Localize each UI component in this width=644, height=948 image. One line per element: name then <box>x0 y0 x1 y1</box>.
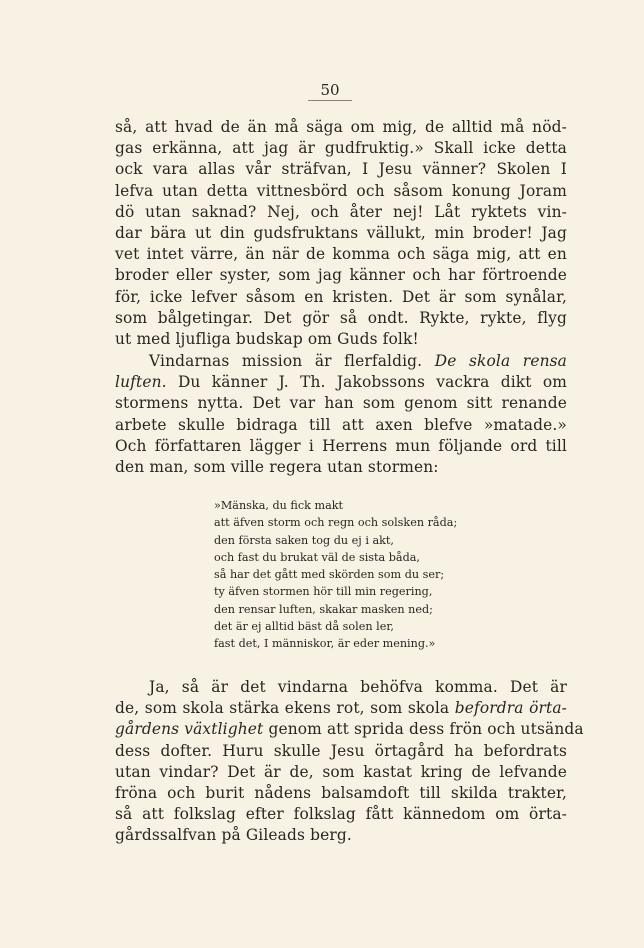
text-line: arbete skulle bidraga till att axen blefve »matade.» <box>115 415 567 434</box>
text-line: fröna och burit nådens balsamdoft till skilda trakter, <box>115 783 567 802</box>
page-number-rule <box>308 100 352 101</box>
poem-line: den första saken tog du ej i akt, <box>214 533 394 547</box>
text-run: Du känner J. Th. Jakobssons vackra dikt om <box>177 373 568 392</box>
text-run: genom att sprida dess frön och utsända <box>268 720 584 739</box>
italic-text: De skola rensa <box>434 352 568 370</box>
text-line <box>115 372 567 393</box>
text-line: gårdssalfvan på Gileads berg. <box>115 826 352 845</box>
italic-text: luften. <box>115 373 167 392</box>
text-run: Vindarnas mission är flerfaldig. <box>149 352 423 370</box>
text-line: dess dofter. Huru skulle Jesu örtagård ha befordrats <box>115 741 567 760</box>
text-line: lefva utan detta vittnesbörd och såsom konung Joram <box>115 181 567 200</box>
text-line: så att folkslag efter folkslag fått kännedom om örta- <box>115 805 567 824</box>
text-line: gas erkänna, att jag är gudfruktig.» Skall icke detta <box>115 139 567 158</box>
text-line: för, icke lefver såsom en kristen. Det är som synålar, <box>115 287 567 306</box>
text-line: broder eller syster, som jag känner och har förtroende <box>115 266 567 285</box>
text-run: de, som skola stärka ekens rot, som skola <box>115 699 450 718</box>
text-line: den man, som ville regera utan stormen: <box>115 457 439 476</box>
text-line: utan vindar? Det är de, som kastat kring de lefvande <box>115 762 567 781</box>
poem-line: och fast du brukat väl de sista båda, <box>214 550 420 564</box>
text-line <box>115 351 567 372</box>
text-line: så, att hvad de än må säga om mig, de alltid må nöd- <box>115 118 567 136</box>
poem-line: så har det gått med skörden som du ser; <box>214 568 445 582</box>
poem-line: den rensar luften, skakar masken ned; <box>214 602 433 616</box>
text-line: dar bära ut din gudsfruktans vällukt, min broder! Jag <box>115 223 567 242</box>
text-line: dö utan saknad? Nej, och åter nej! Låt ryktets vin- <box>115 202 567 221</box>
text-line: ut med ljufliga budskap om Guds folk! <box>115 329 419 348</box>
paragraph-2 <box>115 351 567 478</box>
paragraph-1 <box>115 117 567 350</box>
text-line: ock vara allas vår sträfvan, I Jesu vänner? Skolen I <box>115 160 567 179</box>
text-line: stormens nytta. Det var han som genom sitt renande <box>115 394 567 413</box>
text-line <box>115 698 567 719</box>
text-line: Och författaren lägger i Herrens mun följande ord till <box>115 436 567 455</box>
poem-line: ty äfven stormen hör till min regering, <box>214 585 433 599</box>
poem-quote <box>214 497 514 653</box>
text-line: vet intet värre, än när de komma och säga mig, att en <box>115 245 567 264</box>
italic-text: befordra örta- <box>454 699 568 718</box>
poem-line: det är ej alltid bäst då solen ler, <box>214 620 394 634</box>
text-line <box>115 719 584 740</box>
italic-text: gårdens växtlighet <box>115 720 264 739</box>
poem-line: »Mänska, du fick makt <box>214 499 344 512</box>
text-line: som bålgetingar. Det gör så ondt. Rykte, rykte, flyg <box>115 308 567 327</box>
text-line: Ja, så är det vindarna behöfva komma. Det är <box>149 678 567 696</box>
poem-line: att äfven storm och regn och solsken råda; <box>214 516 458 530</box>
page-number: 50 <box>320 81 340 99</box>
paragraph-3 <box>115 677 584 847</box>
poem-line: fast det, I människor, är eder mening.» <box>214 637 436 651</box>
